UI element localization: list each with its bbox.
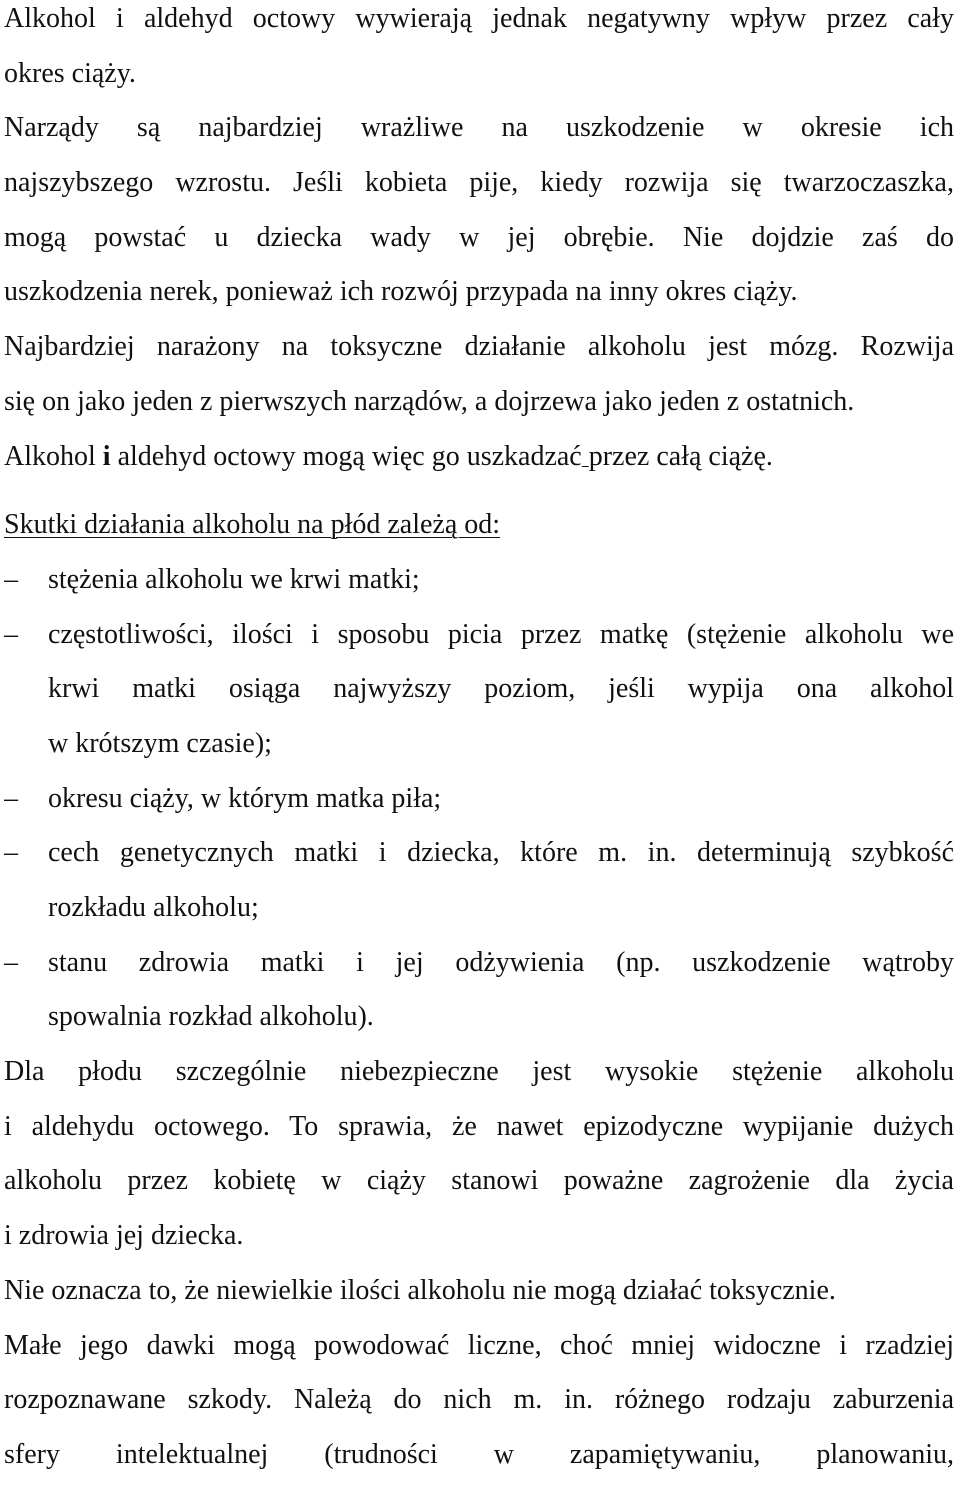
paragraph-2-line-6: się on jako jeden z pierwszych narządów, a dojrzewa jako jeden z ostatnich. [4,385,855,417]
factor-item-4-line-2: rozkładu alkoholu; [48,892,259,923]
paragraph-1-line-1: Alkohol i aldehyd octowy wywierają jednak negatywny wpływ przez cały [4,3,954,34]
paragraph-3-line-2: i aldehydu octowego. To sprawia, że nawet epizodyczne wypijanie dużych [4,1110,954,1142]
paragraph-3-line-4: i zdrowia jej dziecka. [4,1220,244,1252]
paragraph-4-line-3: rozpoznawane szkody. Należą do nich m. in. różnego rodzaju zaburzenia [4,1384,954,1416]
factor-item-2-line-1-text: częstotliwości, ilości i sposobu picia przez matkę (stężenie alkoholu we [48,618,954,650]
factor-item-2-line-3: w krótszym czasie); [48,727,272,759]
dash-bullet: – [4,618,18,650]
document-page [4,0,954,1491]
paragraph-2-line-7-text-c: aldehyd octowy mogą więc go uszkadzać [110,440,582,472]
factor-item-3-text: okresu ciąży, w którym matka piła; [48,782,442,814]
paragraph-2-line-1: Narządy są najbardziej wrażliwe na uszkodzenie w okresie ich [4,112,954,144]
paragraph-1-line-2: okres ciąży. [4,57,136,89]
factor-item-5-line-1 [4,944,954,999]
paragraph-4-line-1: Nie oznacza to, że niewielkie ilości alkoholu nie mogą działać toksycznie. [4,1274,836,1306]
paragraph-3-line-3: alkoholu przez kobietę w ciąży stanowi poważne zagrożenie dla życia [4,1165,954,1197]
paragraph-2-line-7-underlined-space [582,441,589,472]
factor-item-5-line-2: spowalnia rozkład alkoholu). [48,1001,374,1033]
paragraph-2-line-7 [4,438,954,493]
dash-bullet: – [4,946,18,978]
paragraph-2-line-7-bold-i: i [102,440,111,472]
factors-heading-text: Skutki działania alkoholu na płód zależą od: [4,509,501,541]
factor-item-3 [4,780,954,835]
paragraph-2-line-7-text-e: przez całą ciążę. [588,440,773,472]
dash-bullet: – [4,563,18,595]
factor-item-4-line-1 [4,834,954,889]
paragraph-2-line-2: najszybszego wzrostu. Jeśli kobieta pije, kiedy rozwija się twarzoczaszka, [4,167,954,199]
factor-item-5-line-1-text: stanu zdrowia matki i jej odżywienia (np. uszkodzenie wątroby [48,946,954,978]
paragraph-3-line-1: Dla płodu szczególnie niebezpieczne jest wysokie stężenie alkoholu [4,1056,954,1088]
paragraph-2-line-7-text-a: Alkohol [4,440,103,472]
dash-bullet: – [4,782,18,814]
factor-item-2-line-1 [4,616,954,671]
paragraph-2-line-5: Najbardziej narażony na toksyczne działanie alkoholu jest mózg. Rozwija [4,331,954,363]
section-gap [4,492,954,506]
factors-heading [4,506,954,561]
dash-bullet: – [4,837,18,869]
paragraph-2-line-3: mogą powstać u dziecka wady w jej obrębie. Nie dojdzie zaś do [4,221,954,253]
factor-item-2-line-2: krwi matki osiąga najwyższy poziom, jeśli wypija ona alkohol [48,673,954,705]
factor-item-1 [4,561,954,616]
paragraph-2-line-4: uszkodzenia nerek, ponieważ ich rozwój przypada na inny okres ciąży. [4,276,798,308]
paragraph-4-line-4: sfery intelektualnej (trudności w zapamiętywaniu, planowaniu, [4,1438,954,1470]
factor-item-1-text: stężenia alkoholu we krwi matki; [48,563,420,595]
factor-item-4-line-1-text: cech genetycznych matki i dziecka, które m. in. determinują szybkość [48,837,954,869]
paragraph-4-line-2: Małe jego dawki mogą powodować liczne, choć mniej widoczne i rzadziej [4,1329,954,1361]
